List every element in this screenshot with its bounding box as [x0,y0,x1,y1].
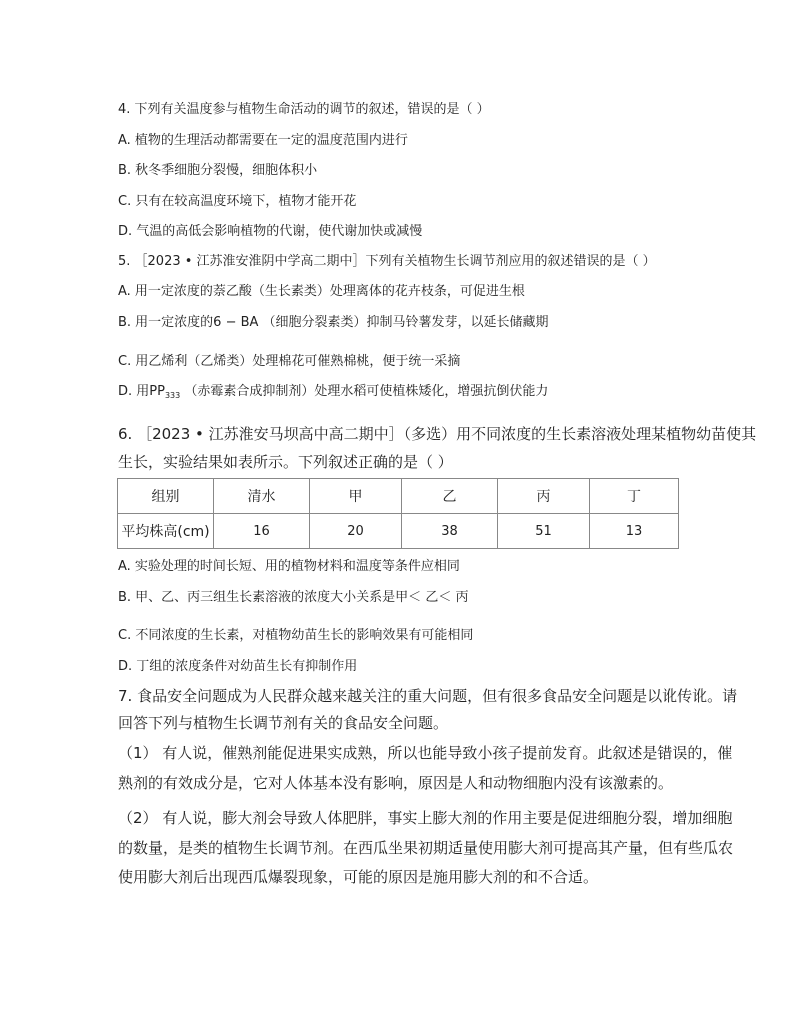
q6-option-b: B. 甲、乙、丙三组生长素溶液的浓度大小关系是甲＜ 乙＜ 丙 [118,590,469,605]
q5-option-c: C. 用乙烯利（乙烯类）处理棉花可催熟棉桃，便于统一采摘 [118,354,461,369]
q6-stem-line2: 生长，实验结果如表所示。下列叙述正确的是（ ） [118,453,453,471]
table-header-cell: 丁 [590,479,679,514]
q6-results-table [117,478,679,549]
table-row [118,514,679,549]
table-header-cell: 清水 [214,479,310,514]
table-cell: 20 [310,514,402,549]
table-header-cell: 甲 [310,479,402,514]
table-cell: 38 [402,514,498,549]
q5-option-d-suffix: （赤霉素合成抑制剂）处理水稻可使植株矮化，增强抗倒伏能力 [180,384,549,399]
q7-subq1-line1: （1） 有人说，催熟剂能促进果实成熟，所以也能导致小孩子提前发育。此叙述是错误的，催 [118,744,733,762]
q4-option-d: D. 气温的高低会影响植物的代谢，使代谢加快或减慢 [118,224,423,239]
q6-stem-line1: 6. ［2023 • 江苏淮安马坝高中高二期中］（多选）用不同浓度的生长素溶液处理某植物幼苗使其 [118,425,757,443]
q4-option-b: B. 秋冬季细胞分裂慢，细胞体积小 [118,163,318,178]
q7-line2: 回答下列与植物生长调节剂有关的食品安全问题。 [118,714,449,732]
q5-option-d-prefix: D. 用PP [118,384,165,399]
q6-option-a: A. 实验处理的时间长短、用的植物材料和温度等条件应相同 [118,559,460,574]
q7-subq2-line1: （2） 有人说，膨大剂会导致人体肥胖，事实上膨大剂的作用主要是促进细胞分裂，增加细胞 [118,809,733,827]
table-header-row [118,479,679,514]
q5-option-b: B. 用一定浓度的6 − BA （细胞分裂素类）抑制马铃薯发芽，以延长储藏期 [118,315,549,330]
q6-option-c: C. 不同浓度的生长素，对植物幼苗生长的影响效果有可能相同 [118,628,474,643]
q7-subq2-line2: 的数量，是类的植物生长调节剂。在西瓜坐果初期适量使用膨大剂可提高其产量，但有些瓜农 [118,839,734,857]
q6-option-d: D. 丁组的浓度条件对幼苗生长有抑制作用 [118,659,358,674]
table-cell: 51 [498,514,590,549]
q7-line1: 7. 食品安全问题成为人民群众越来越关注的重大问题，但有很多食品安全问题是以讹传讹。请 [118,687,738,705]
q4-option-c: C. 只有在较高温度环境下，植物才能开花 [118,194,357,209]
q7-subq1-line2: 熟剂的有效成分是，它对人体基本没有影响，原因是人和动物细胞内没有该激素的。 [118,774,674,792]
q5-option-d [118,385,548,400]
q7-subq2-line3: 使用膨大剂后出现西瓜爆裂现象，可能的原因是施用膨大剂的和不合适。 [118,868,599,886]
table-header-cell: 组别 [118,479,214,514]
q5-option-a: A. 用一定浓度的萘乙酸（生长素类）处理离体的花卉枝条，可促进生根 [118,284,525,299]
q4-stem: 4. 下列有关温度参与植物生命活动的调节的叙述，错误的是（ ） [118,102,490,117]
table-row-label: 平均株高(cm) [118,514,214,549]
table-header-cell: 乙 [402,479,498,514]
q5-stem: 5. ［2023 • 江苏淮安淮阴中学高二期中］下列有关植物生长调节剂应用的叙述错误的是（ ） [118,254,656,269]
table-header-cell: 丙 [498,479,590,514]
table-cell: 16 [214,514,310,549]
table-cell: 13 [590,514,679,549]
q5-option-d-subscript: 333 [164,391,181,400]
q4-option-a: A. 植物的生理活动都需要在一定的温度范围内进行 [118,133,408,148]
